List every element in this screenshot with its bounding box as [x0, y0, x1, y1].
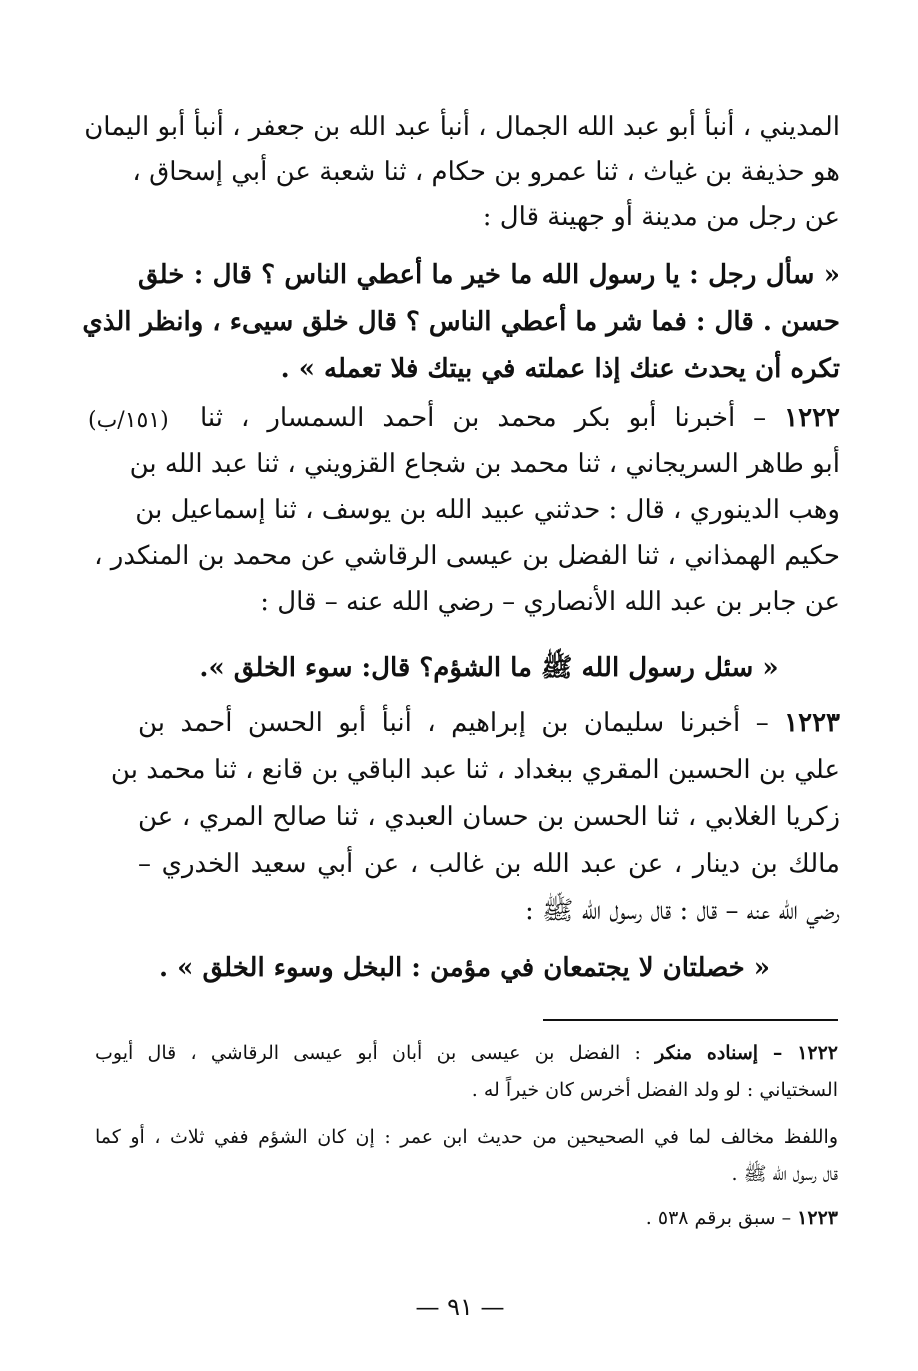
hadith-number-1223: ١٢٢٣ [784, 708, 840, 738]
page-number: — ٩١ — [415, 1293, 505, 1321]
body-line: وهب الدينوري ، قال : حدثني عبيد الله بن يوسف ، ثنا إسماعيل بن [135, 495, 840, 525]
body-line: علي بن الحسين المقري ببغداد ، ثنا عبد الباقي بن قانع ، ثنا محمد بن [110, 755, 840, 785]
body-line: حكيم الهمذاني ، ثنا الفضل بن عيسى الرقاشي عن محمد بن المنكدر ، [94, 541, 840, 571]
hadith-text-line: تكره أن يحدث عنك إذا عملته في بيتك فلا تعمله » . [280, 354, 840, 384]
footnote-1222-line2: السختياني : لو ولد الفضل أخرس كان خيراً له . [471, 1079, 838, 1101]
footnote-1222-note-line2: قال رسول الله ﷺ . [731, 1163, 838, 1185]
hadith-number-1222: ١٢٢٢ [784, 403, 840, 433]
hadith-text-line: حسن . قال : فما شر ما أعطي الناس ؟ قال خلق سيىء ، وانظر الذي [82, 307, 840, 337]
footnote-1222-label: ١٢٢٢ – إسناده منكر [655, 1042, 839, 1064]
footnote-1223-label: ١٢٢٣ [797, 1207, 838, 1229]
body-line: عن رجل من مدينة أو جهينة قال : [482, 202, 840, 232]
body-line: هو حذيفة بن غياث ، ثنا عمرو بن حكام ، ثنا شعبة عن أبي إسحاق ، [132, 157, 840, 187]
body-line: عن جابر بن عبد الله الأنصاري – رضي الله عنه – قال : [260, 587, 840, 617]
hadith-1222-first-line [200, 398, 840, 438]
footnote-1223 [95, 1203, 838, 1233]
footnote-text: : الفضل بن عيسى بن أبان أبو عيسى الرقاشي ، قال أيوب [95, 1042, 641, 1064]
hadith-text-line: « سئل رسول الله ﷺ ما الشؤم؟ قال: سوء الخلق ». [199, 653, 779, 683]
hadith-1223-first-line [138, 703, 840, 743]
hadith-text-line: « سأل رجل : يا رسول الله ما خير ما أعطي الناس ؟ قال : خلق [138, 260, 840, 290]
body-line: المديني ، أنبأ أبو عبد الله الجمال ، أنبأ عبد الله بن جعفر ، أنبأ أبو اليمان [84, 112, 840, 142]
dash: – [740, 708, 785, 738]
dash: – [735, 403, 785, 433]
hadith-1223-isnad-start: أخبرنا سليمان بن إبراهيم ، أنبأ أبو الحسن أحمد بن [138, 708, 741, 738]
footnote-1222-note-line1: واللفظ مخالف لما في الصحيحين من حديث ابن عمر : إن كان الشؤم ففي ثلاث ، أو كما [95, 1126, 838, 1148]
footnote-separator [543, 1019, 838, 1021]
hadith-1222-isnad-start: أخبرنا أبو بكر محمد بن أحمد السمسار ، ثنا [200, 403, 736, 433]
manuscript-folio-reference: (١٥١/ب) [88, 408, 169, 433]
body-line: مالك بن دينار ، عن عبد الله بن غالب ، عن أبي سعيد الخدري – [138, 849, 840, 879]
body-line: رضي الله عنه – قال : قال رسول الله ﷺ : [525, 896, 840, 926]
body-line: أبو طاهر السريجاني ، ثنا محمد بن شجاع القزويني ، ثنا عبد الله بن [129, 449, 840, 479]
footnote-text: – سبق برقم ٥٣٨ . [645, 1207, 798, 1229]
footnote-1222-line1 [95, 1038, 838, 1068]
hadith-text-line: « خصلتان لا يجتمعان في مؤمن : البخل وسوء الخلق » . [159, 953, 770, 983]
body-line: زكريا الغلابي ، ثنا الحسن بن حسان العبدي ، ثنا صالح المري ، عن [138, 802, 840, 832]
